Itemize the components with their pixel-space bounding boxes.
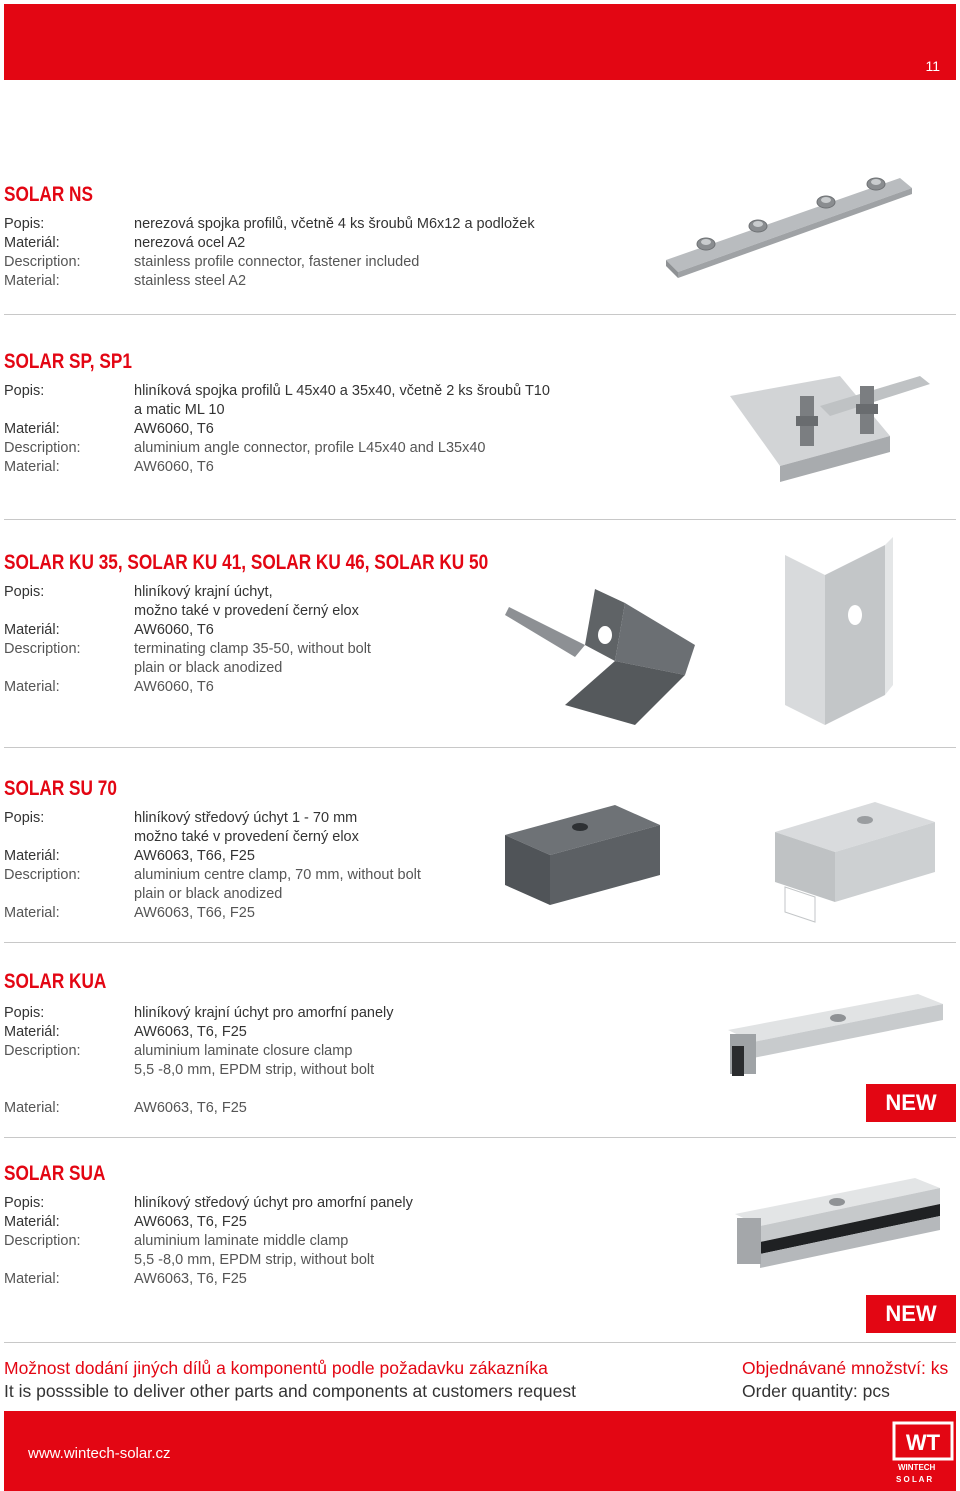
section-divider — [4, 1342, 956, 1343]
centre-clamp-plain-image — [755, 792, 945, 932]
product-title: SOLAR KU 35, SOLAR KU 41, SOLAR KU 46, SOLAR KU 50 — [4, 551, 489, 574]
custom-parts-note-en: It is posssible to deliver other parts and components at customers request — [4, 1381, 576, 1401]
website-link[interactable]: www.wintech-solar.cz — [28, 1445, 171, 1462]
logo-sub: S O L A R — [896, 1475, 933, 1484]
section-divider — [4, 314, 956, 315]
header-band — [4, 4, 956, 80]
footer-band — [4, 1411, 956, 1491]
angle-connector-image — [720, 356, 950, 496]
section-divider — [4, 519, 956, 520]
connector-bar-image — [660, 160, 920, 290]
product-title: SOLAR NS — [4, 183, 93, 206]
laminate-closure-clamp-image — [718, 990, 953, 1085]
product-title: SOLAR KUA — [4, 970, 107, 993]
product-title: SOLAR SP, SP1 — [4, 350, 132, 373]
order-quantity-en: Order quantity: pcs — [742, 1381, 890, 1401]
new-badge: NEW — [866, 1084, 956, 1122]
section-divider — [4, 1137, 956, 1138]
custom-parts-note-cz: Možnost dodání jiných dílů a komponentů podle požadavku zákazníka — [4, 1358, 548, 1378]
terminating-clamp-dark-image — [505, 585, 705, 735]
centre-clamp-dark-image — [495, 795, 670, 915]
logo-mark: WT — [905, 1430, 941, 1455]
page-number: 11 — [925, 58, 940, 74]
logo-word: WINTECH — [898, 1463, 936, 1472]
new-badge: NEW — [866, 1295, 956, 1333]
laminate-middle-clamp-image — [725, 1170, 950, 1280]
section-divider — [4, 942, 956, 943]
product-title: SOLAR SUA — [4, 1162, 106, 1185]
section-divider — [4, 747, 956, 748]
product-title: SOLAR SU 70 — [4, 777, 117, 800]
wintech-logo-icon — [892, 1421, 954, 1461]
terminating-clamp-plain-image — [775, 535, 935, 740]
wintech-logo — [892, 1421, 954, 1483]
order-quantity-cz: Objednávané množství: ks — [742, 1358, 949, 1378]
